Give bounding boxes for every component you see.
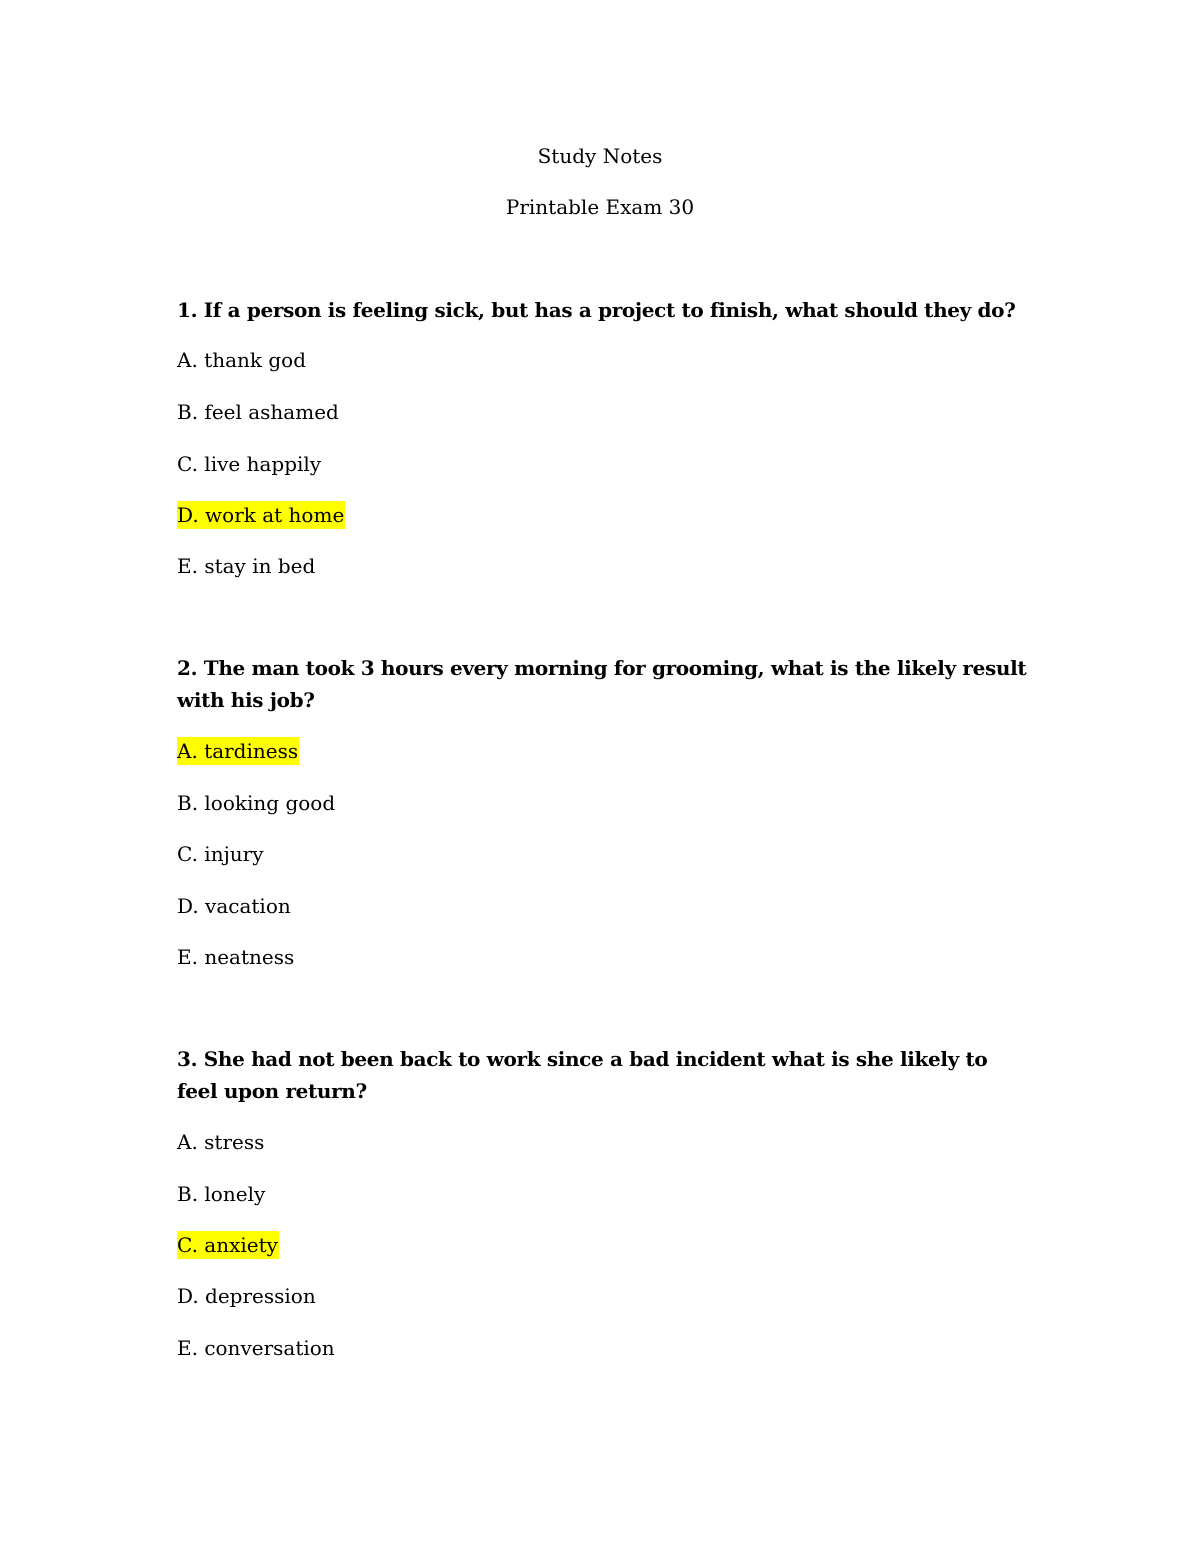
q2-option-c (177, 840, 265, 868)
q3-option-c (177, 1231, 279, 1259)
q1-option-a-text: A. thank god (177, 348, 307, 372)
q1-option-d (177, 501, 345, 529)
question-1: 1. If a person is feeling sick, but has a project to finish, what should they do? (177, 298, 1016, 322)
q2-option-e (177, 943, 295, 971)
q3-option-e-text: E. conversation (177, 1336, 335, 1360)
q2-option-c-text: C. injury (177, 842, 264, 866)
q2-option-b (177, 789, 336, 817)
q3-option-c-text: C. anxiety (177, 1233, 278, 1257)
q1-option-e (177, 552, 316, 580)
q1-option-d-text: D. work at home (177, 503, 345, 527)
q2-option-e-text: E. neatness (177, 945, 295, 969)
q3-option-e (177, 1334, 336, 1362)
document-title: Study Notes (537, 144, 663, 168)
q3-option-d-text: D. depression (177, 1284, 316, 1308)
document-subtitle: Printable Exam 30 (505, 195, 695, 219)
q1-option-e-text: E. stay in bed (177, 554, 316, 578)
question-3: 3. She had not been back to work since a bad incident what is she likely to feel upon return? (177, 1047, 988, 1103)
q3-option-d (177, 1282, 317, 1310)
q3-option-b-text: B. lonely (177, 1182, 266, 1206)
q1-option-c-text: C. live happily (177, 452, 322, 476)
q3-option-b (177, 1180, 266, 1208)
q2-option-d-text: D. vacation (177, 894, 291, 918)
q1-option-b-text: B. feel ashamed (177, 400, 339, 424)
q2-option-a-text: A. tardiness (177, 739, 299, 763)
q2-option-d (177, 892, 292, 920)
q1-option-a (177, 346, 307, 374)
q2-option-a (177, 737, 299, 765)
q2-option-b-text: B. looking good (177, 791, 336, 815)
q3-option-a-text: A. stress (177, 1130, 265, 1154)
question-2: 2. The man took 3 hours every morning for grooming, what is the likely result with his job? (177, 656, 1027, 712)
q1-option-c (177, 450, 322, 478)
q3-option-a (177, 1128, 265, 1156)
q1-option-b (177, 398, 340, 426)
